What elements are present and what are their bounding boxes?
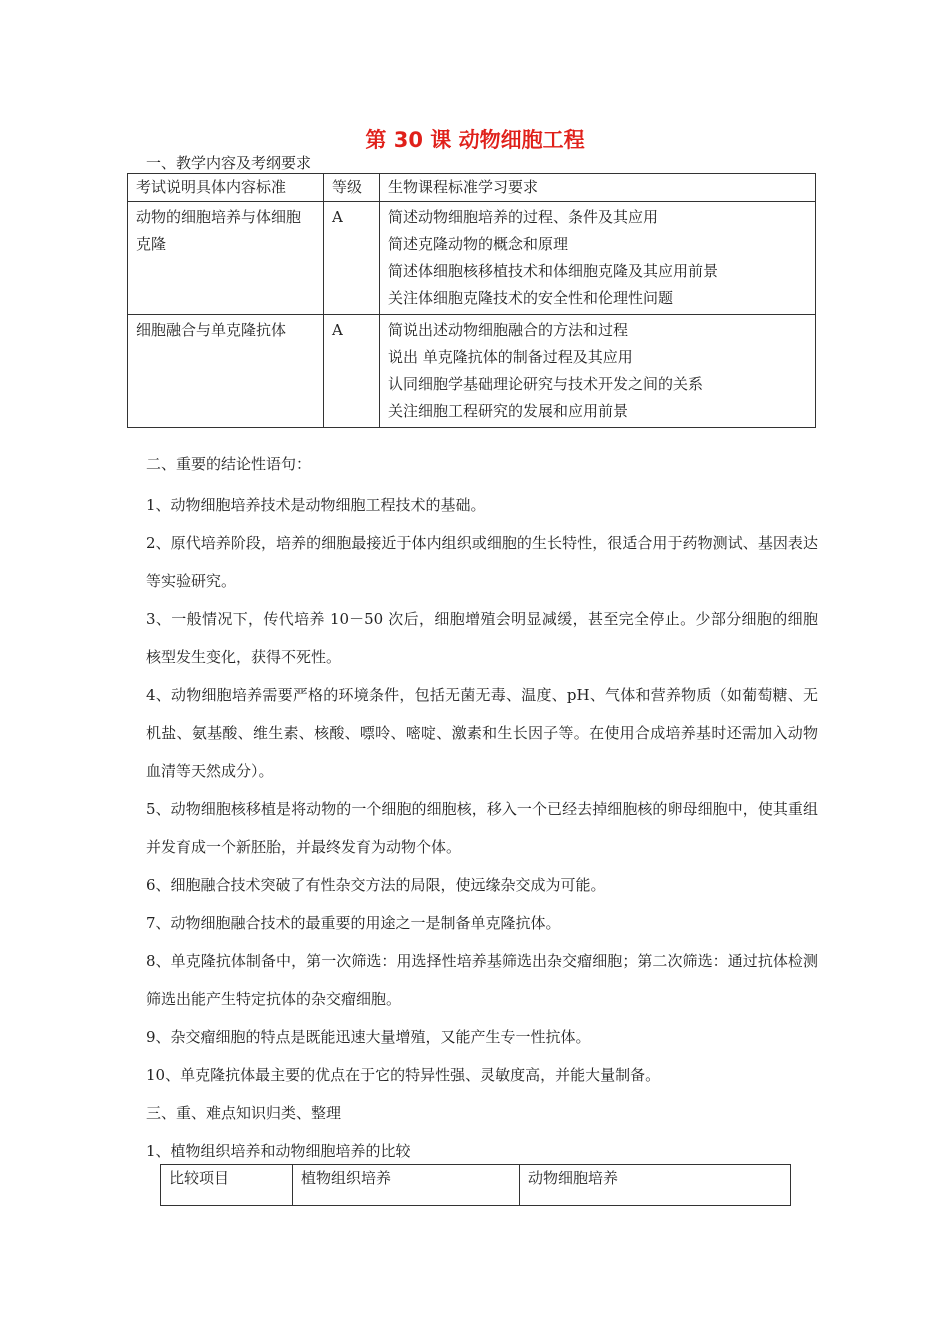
table-header-row <box>128 174 816 202</box>
subsection-heading: 1、植物组织培养和动物细胞培养的比较 <box>146 1142 411 1160</box>
header-requirements: 生物课程标准学习要求 <box>380 174 816 202</box>
requirement-item: 说出 单克隆抗体的制备过程及其应用 <box>388 348 633 366</box>
conclusion-item: 5、动物细胞核移植是将动物的一个细胞的细胞核，移入一个已经去掉细胞核的卵母细胞中，使其重组并发育成一个新胚胎，并最终发育为动物个体。 <box>146 800 818 856</box>
row-requirements <box>380 202 816 315</box>
table-header-row <box>161 1165 791 1206</box>
comparison-table <box>160 1164 791 1206</box>
row-content: 动物的细胞培养与体细胞克隆 <box>128 202 324 315</box>
header-animal-culture: 动物细胞培养 <box>520 1165 791 1206</box>
table-row <box>128 315 816 428</box>
section-heading-1: 一、教学内容及考纲要求 <box>146 154 312 172</box>
table-row <box>128 202 816 315</box>
conclusion-item: 2、原代培养阶段，培养的细胞最接近于体内组织或细胞的生长特性，很适合用于药物测试、基因表达等实验研究。 <box>146 534 818 590</box>
requirement-item: 认同细胞学基础理论研究与技术开发之间的关系 <box>388 375 704 393</box>
requirement-item: 关注细胞工程研究的发展和应用前景 <box>388 402 629 420</box>
requirement-item: 关注体细胞克隆技术的安全性和伦理性问题 <box>388 289 674 307</box>
page-title: 第 30 课 动物细胞工程 <box>365 128 585 152</box>
row-requirements <box>380 315 816 428</box>
conclusion-item: 8、单克隆抗体制备中，第一次筛选：用选择性培养基筛选出杂交瘤细胞；第二次筛选：通过抗体检测筛选出能产生特定抗体的杂交瘤细胞。 <box>146 952 818 1008</box>
row-level: A <box>324 315 380 428</box>
section-heading-2: 二、重要的结论性语句： <box>146 455 312 473</box>
conclusion-item: 3、一般情况下，传代培养 10－50 次后，细胞增殖会明显减缓，甚至完全停止。少部分细胞的细胞核型发生变化，获得不死性。 <box>146 610 818 666</box>
requirements-table <box>127 173 816 428</box>
section-heading-3: 三、重、难点知识归类、整理 <box>146 1104 342 1122</box>
requirement-item: 简述动物细胞培养的过程、条件及其应用 <box>388 208 659 226</box>
conclusion-item: 7、动物细胞融合技术的最重要的用途之一是制备单克隆抗体。 <box>146 914 561 932</box>
conclusion-item: 10、单克隆抗体最主要的优点在于它的特异性强、灵敏度高，并能大量制备。 <box>146 1066 661 1084</box>
conclusion-item: 9、杂交瘤细胞的特点是既能迅速大量增殖，又能产生专一性抗体。 <box>146 1028 591 1046</box>
row-content: 细胞融合与单克隆抗体 <box>128 315 324 428</box>
header-content-standard: 考试说明具体内容标准 <box>128 174 324 202</box>
conclusions-list <box>146 486 818 1170</box>
header-compare-item: 比较项目 <box>161 1165 293 1206</box>
conclusion-item: 1、动物细胞培养技术是动物细胞工程技术的基础。 <box>146 496 486 514</box>
row-level: A <box>324 202 380 315</box>
requirement-item: 简说出述动物细胞融合的方法和过程 <box>388 321 629 339</box>
header-plant-culture: 植物组织培养 <box>293 1165 520 1206</box>
requirement-item: 简述体细胞核移植技术和体细胞克隆及其应用前景 <box>388 262 719 280</box>
header-level: 等级 <box>324 174 380 202</box>
conclusion-item: 4、动物细胞培养需要严格的环境条件，包括无菌无毒、温度、pH、气体和营养物质（如葡萄糖、无机盐、氨基酸、维生素、核酸、嘌呤、嘧啶、激素和生长因子等。在使用合成培养基时还需加入动物血清等天然成分）。 <box>146 686 818 780</box>
conclusion-item: 6、细胞融合技术突破了有性杂交方法的局限，使远缘杂交成为可能。 <box>146 876 606 894</box>
requirement-item: 简述克隆动物的概念和原理 <box>388 235 569 253</box>
